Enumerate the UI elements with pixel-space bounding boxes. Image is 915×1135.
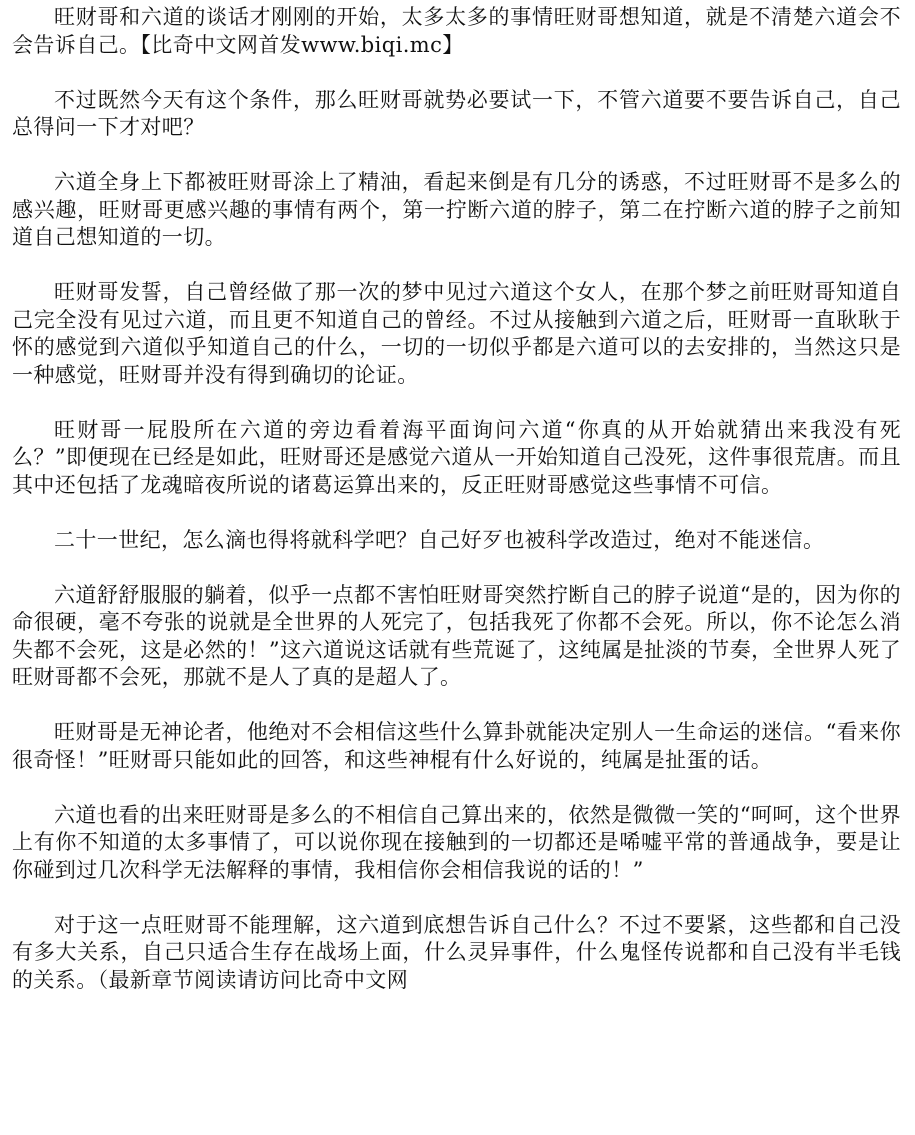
paragraph-7: 六道舒舒服服的躺着，似乎一点都不害怕旺财哥突然拧断自己的脖子说道“是的，因为你的命很硬，毫不夸张的说就是全世界的人死完了，包括我死了你都不会死。所以，你不论怎么消失都不会死，这是必然的！”这六道说这话就有些荒诞了，这纯属是扯淡的节奏，全世界人死了旺财哥都不会死，那就不是人了真的是超人了。 (12, 582, 901, 689)
paragraph-1: 旺财哥和六道的谈话才刚刚的开始，太多太多的事情旺财哥想知道，就是不清楚六道会不会告诉自己。【比奇中文网首发www.biqi.mc】 (12, 5, 901, 57)
paragraph-5: 旺财哥一屁股所在六道的旁边看着海平面询问六道“你真的从开始就猜出来我没有死么？”即便现在已经是如此，旺财哥还是感觉六道从一开始知道自己没死，这件事很荒唐。而且其中还包括了龙魂暗夜所说的诸葛运算出来的，反正旺财哥感觉这些事情不可信。 (12, 417, 901, 497)
paragraph-10: 对于这一点旺财哥不能理解，这六道到底想告诉自己什么？不过不要紧，这些都和自己没有多大关系，自己只适合生存在战场上面，什么灵异事件，什么鬼怪传说都和自己没有半毛钱的关系。（最新章节阅读请访问比奇中文网 (12, 912, 901, 992)
paragraph-6: 二十一世纪，怎么滴也得将就科学吧？自己好歹也被科学改造过，绝对不能迷信。 (54, 527, 825, 552)
paragraph-3: 六道全身上下都被旺财哥涂上了精油，看起来倒是有几分的诱惑，不过旺财哥不是多么的感兴趣，旺财哥更感兴趣的事情有两个，第一拧断六道的脖子，第二在拧断六道的脖子之前知道自己想知道的一切。 (12, 170, 901, 249)
paragraph-8: 旺财哥是无神论者，他绝对不会相信这些什么算卦就能决定别人一生命运的迷信。“看来你很奇怪！”旺财哥只能如此的回答，和这些神棍有什么好说的，纯属是扯蛋的话。 (12, 720, 901, 772)
paragraph-9: 六道也看的出来旺财哥是多么的不相信自己算出来的，依然是微微一笑的“呵呵，这个世界上有你不知道的太多事情了，可以说你现在接触到的一切都还是唏嘘平常的普通战争，要是让你碰到过几次科学无法解释的事情，我相信你会相信我说的话的！” (12, 802, 901, 882)
paragraph-4: 旺财哥发誓，自己曾经做了那一次的梦中见过六道这个女人，在那个梦之前旺财哥知道自己完全没有见过六道，而且更不知道自己的曾经。不过从接触到六道之后，旺财哥一直耿耿于怀的感觉到六道似乎知道自己的什么，一切的一切似乎都是六道可以的去安排的，当然这只是一种感觉，旺财哥并没有得到确切的论证。 (12, 280, 901, 387)
paragraph-2: 不过既然今天有这个条件，那么旺财哥就势必要试一下，不管六道要不要告诉自己，自己总得问一下才对吧？ (12, 87, 901, 139)
